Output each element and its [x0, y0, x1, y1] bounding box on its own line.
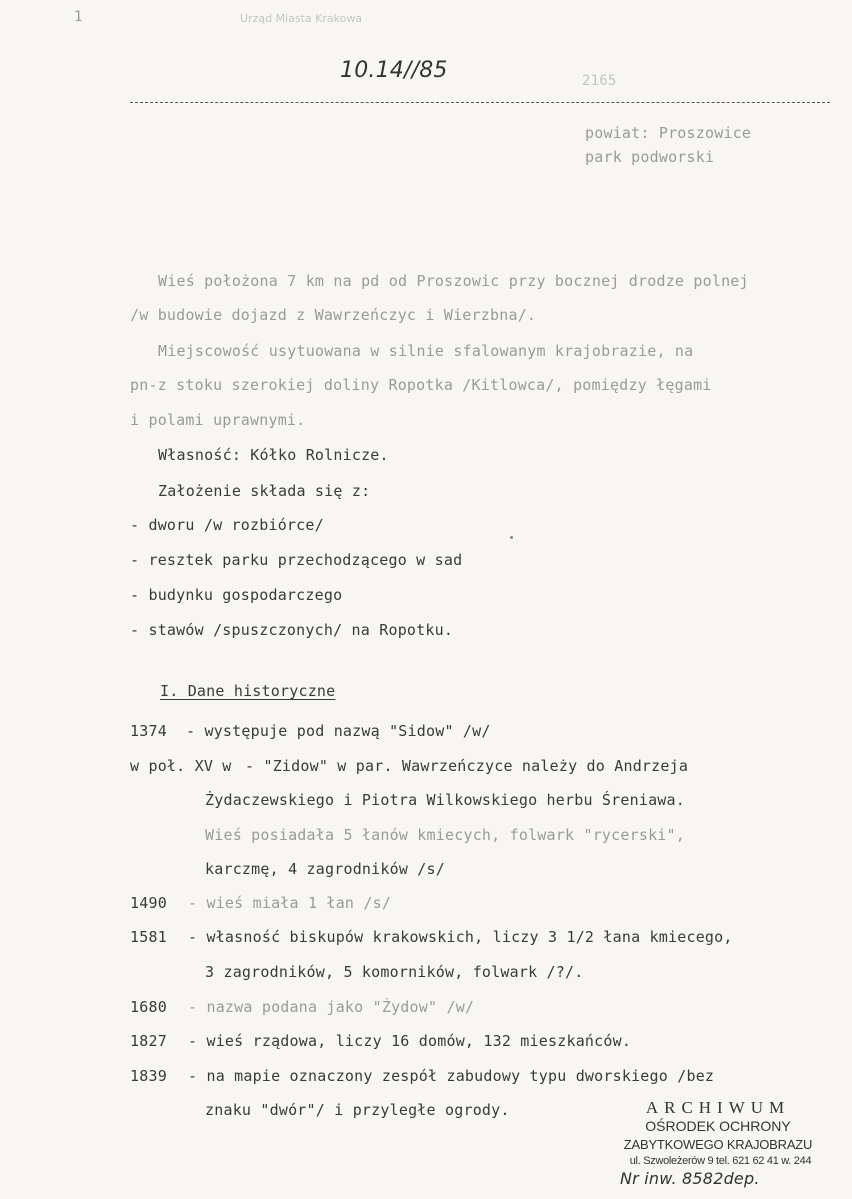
history-entry-text: - występuje pod nazwą "Sidow" /w/	[186, 722, 491, 740]
stamp-right: 2165	[582, 73, 617, 89]
inventory-number-handwritten: Nr inw. 8582dep.	[620, 1169, 760, 1188]
district-label: powiat: Proszowice	[585, 124, 752, 142]
history-entry-text: - wieś miała 1 łan /s/	[188, 894, 392, 912]
history-entry-text: - wieś rządowa, liczy 16 domów, 132 mieszkańców.	[188, 1032, 632, 1050]
history-entry-text: karczmę, 4 zagrodników /s/	[205, 860, 445, 878]
intro-line-1: Wieś położona 7 km na pd od Proszowic przy bocznej drodze polnej	[158, 272, 749, 290]
object-label: park podworski	[585, 148, 715, 166]
component-item: - resztek parku przechodzącego w sad	[130, 551, 463, 569]
history-year: 1490	[130, 894, 167, 912]
component-item: - stawów /spuszczonych/ na Ropotku.	[130, 621, 454, 639]
history-year: 1374	[130, 722, 167, 740]
section-title: I. Dane historyczne	[160, 682, 336, 700]
history-year: 1839	[130, 1067, 167, 1085]
ink-dot	[510, 536, 513, 539]
intro-line-3: Miejscowość usytuowana w silnie sfalowanym krajobrazie, na	[158, 342, 694, 360]
intro-line-2: /w budowie dojazd z Wawrzeńczyc i Wierzbna/.	[130, 306, 537, 324]
component-item: - budynku gospodarczego	[130, 586, 343, 604]
component-item: - dworu /w rozbiórce/	[130, 516, 324, 534]
intro-line-5: i polami uprawnymi.	[130, 411, 306, 429]
history-entry-text: - nazwa podana jako "Żydow" /w/	[188, 998, 475, 1016]
archive-stamp-line: OŚRODEK OCHRONY	[645, 1118, 791, 1134]
history-entry-text: Żydaczewskiego i Piotra Wilkowskiego herbu Śreniawa.	[205, 791, 685, 809]
archive-stamp-address: ul. Szwoleżerów 9 tel. 621 62 41 w. 244	[629, 1155, 812, 1167]
history-year: 1827	[130, 1032, 167, 1050]
history-entry-text: - "Zidow" w par. Wawrzeńczyce należy do Andrzeja	[245, 757, 689, 775]
history-entry-text: - na mapie oznaczony zespół zabudowy typu dworskiego /bez	[188, 1067, 715, 1085]
history-entry-text: - własność biskupów krakowskich, liczy 3 1/2 łana kmiecego,	[188, 928, 733, 946]
intro-line-4: pn-z stoku szerokiej doliny Ropotka /Kitlowca/, pomiędzy łęgami	[130, 376, 712, 394]
history-entry-text: Wieś posiadała 5 łanów kmiecych, folwark "rycerski",	[205, 826, 685, 844]
archive-stamp-title: ARCHIWUM	[645, 1098, 791, 1117]
history-year: w poł. XV w	[130, 757, 232, 775]
archive-stamp-line: ZABYTKOWEGO KRAJOBRAZU	[623, 1137, 813, 1152]
signature-number: 10.14//85	[340, 58, 448, 83]
composition-heading: Założenie składa się z:	[158, 482, 371, 500]
history-entry-text: 3 zagrodników, 5 komorników, folwark /?/.	[205, 963, 584, 981]
history-entry-text: znaku "dwór"/ i przyległe ogrody.	[205, 1101, 510, 1119]
history-year: 1680	[130, 998, 167, 1016]
page-number: 1	[74, 9, 83, 25]
office-stamp-line-1: Urząd Miasta Krakowa	[240, 12, 363, 25]
history-year: 1581	[130, 928, 167, 946]
ownership-line: Własność: Kółko Rolnicze.	[158, 446, 389, 464]
header-rule	[130, 102, 830, 103]
